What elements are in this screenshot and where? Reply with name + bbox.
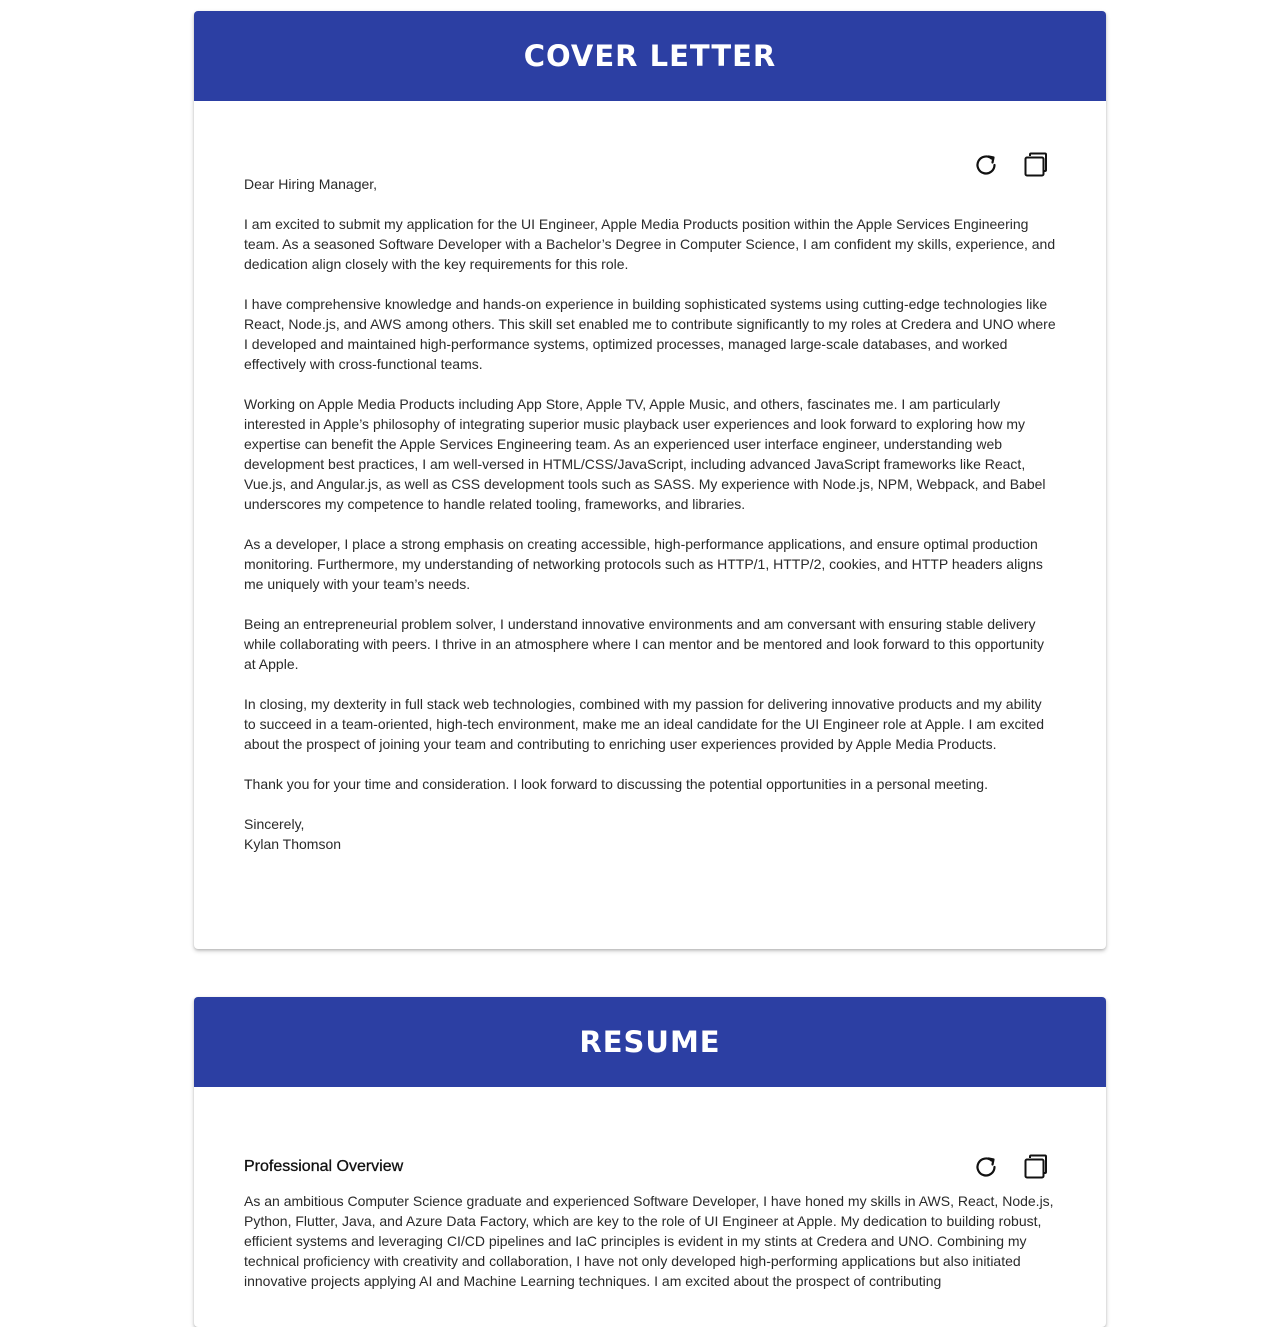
signature: Kylan Thomson [244,836,342,852]
copy-resume-button[interactable] [1022,1153,1050,1181]
cover-letter-header [194,11,1106,101]
letter-paragraph: I have comprehensive knowledge and hands-on experience in building sophisticated systems using cutting-edge technologies like React, Node.js, and AWS among others. This skill set enabled me to contribute significantly to my roles at Credera and UNO where I developed and maintained high-performance systems, optimized processes, managed large-scale databases, and worked effectively with cross-functional teams. [244,296,1056,372]
resume-actions [972,1153,1050,1181]
resume-header [194,997,1106,1087]
letter-paragraph: Being an entrepreneurial problem solver, I understand innovative environments and am conversant with ensuring stable delivery while collaborating with peers. I thrive in an atmosphere where I can mentor and be mentored and look forward to this opportunity at Apple. [244,616,1044,672]
regenerate-cover-letter-button[interactable] [972,151,1000,179]
refresh-icon [972,1153,1000,1181]
cover-letter-body [194,101,1106,854]
regenerate-resume-button[interactable] [972,1153,1000,1181]
letter-paragraph: In closing, my dexterity in full stack web technologies, combined with my passion for delivering innovative products and my ability to succeed in a team-oriented, high-tech environment, make me an ideal candidate for the UI Engineer role at Apple. I am excited about the prospect of joining your team and contributing to enriching user experiences provided by Apple Media Products. [244,696,1045,752]
resume-body [194,1087,1106,1291]
cover-letter-actions [972,151,1050,179]
professional-overview-text: As an ambitious Computer Science graduate and experienced Software Developer, I have honed my skills in AWS, React, Node.js, Python, Flutter, Java, and Azure Data Factory, which are key to the role of UI Engineer at Apple. My dedication to building robust, efficient systems and leveraging CI/CD pipelines and IaC principles is evident in my stints at Credera and UNO. Combining my technical proficiency with creativity and collaboration, I have not only developed high-performing applications but also initiated innovative projects applying AI and Machine Learning techniques. I am excited about the prospect of contributing [244,1193,1054,1289]
copy-icon [1022,1153,1050,1181]
closing: Sincerely, [244,816,305,832]
salutation: Dear Hiring Manager, [244,176,378,192]
cover-letter-text [244,101,1056,854]
letter-paragraph: Working on Apple Media Products including App Store, Apple TV, Apple Music, and others, fascinates me. I am particularly interested in Apple’s philosophy of integrating superior music playback user experiences and look forward to exploring how my expertise can benefit the Apple Services Engineering team. As an experienced user interface engineer, understanding web development best practices, I am well-versed in HTML/CSS/JavaScript, including advanced JavaScript frameworks like React, Vue.js, and Angular.js, as well as CSS development tools such as SASS. My experience with Node.js, NPM, Webpack, and Babel underscores my competence to handle related tooling, frameworks, and libraries. [244,396,1046,512]
letter-paragraph: Thank you for your time and consideration. I look forward to discussing the potential opportunities in a personal meeting. [244,776,988,792]
refresh-icon [972,151,1000,179]
resume-card [194,997,1106,1327]
letter-paragraph: As a developer, I place a strong emphasis on creating accessible, high-performance applications, and ensure optimal production monitoring. Furthermore, my understanding of networking protocols such as HTTP/1, HTTP/2, cookies, and HTTP headers aligns me uniquely with your team’s needs. [244,536,1043,592]
professional-overview-heading: Professional Overview [244,1158,404,1175]
cover-letter-card [194,11,1106,949]
copy-icon [1022,151,1050,179]
resume-title: RESUME [579,1025,721,1059]
letter-paragraph: I am excited to submit my application for the UI Engineer, Apple Media Products position within the Apple Services Engineering team. As a seasoned Software Developer with a Bachelor’s Degree in Computer Science, I am confident my skills, experience, and dedication align closely with the key requirements for this role. [244,216,1056,272]
copy-cover-letter-button[interactable] [1022,151,1050,179]
cover-letter-title: COVER LETTER [523,39,777,73]
